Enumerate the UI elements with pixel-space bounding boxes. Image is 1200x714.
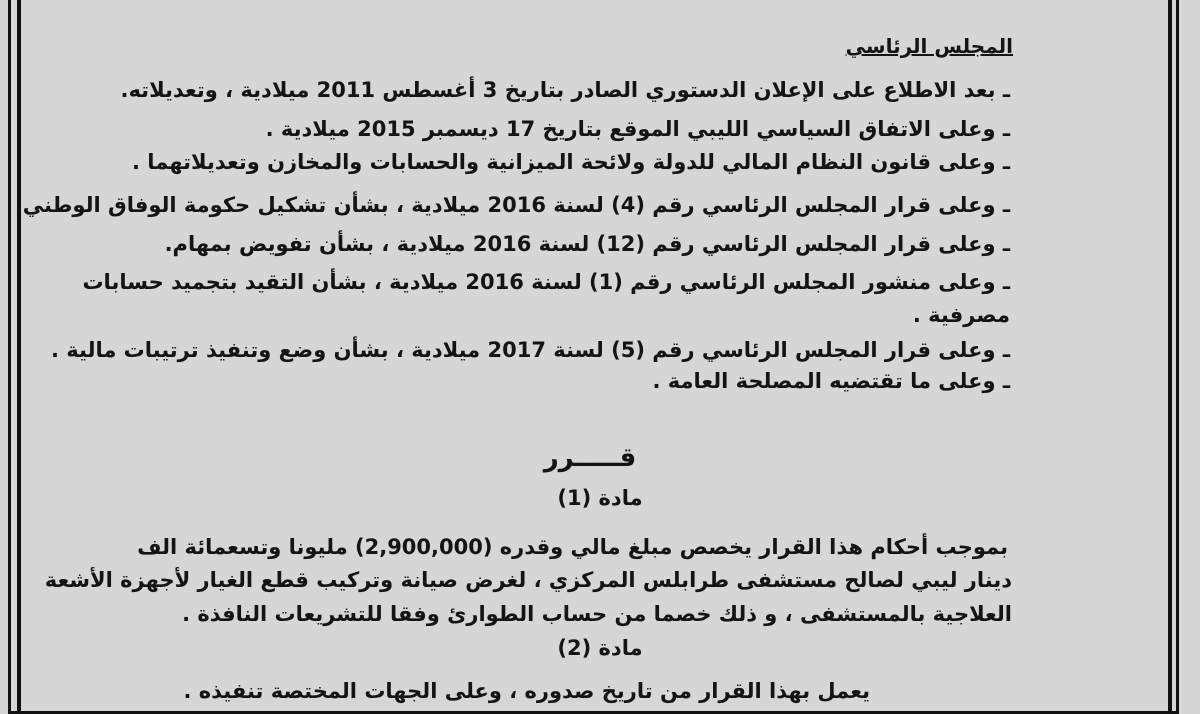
- preamble-line: ـ وعلى قرار المجلس الرئاسي رقم (5) لسنة 2017 ميلادية ، بشأن وضع وتنفيذ ترتيبات مالية .: [50, 338, 1010, 362]
- article-2-title: مادة (2): [557, 636, 643, 660]
- preamble-line: ـ وعلى قرار المجلس الرئاسي رقم (12) لسنة 2016 ميلادية ، بشأن تفويض بمهام.: [164, 232, 1010, 256]
- preamble-line: ـ بعد الاطلاع على الإعلان الدستوري الصادر بتاريخ 3 أغسطس 2011 ميلادية ، وتعديلاته.: [120, 78, 1010, 102]
- article-1-line: العلاجية بالمستشفى ، و ذلك خصما من حساب الطوارئ وفقا للتشريعات النافذة .: [182, 602, 1012, 626]
- article-2-line: يعمل بهذا القرار من تاريخ صدوره ، وعلى الجهات المختصة تنفيذه .: [183, 679, 870, 703]
- decision-title: قـــــرر: [543, 443, 637, 473]
- council-heading: المجلس الرئاسي: [845, 34, 1013, 58]
- preamble-line: ـ وعلى قرار المجلس الرئاسي رقم (4) لسنة 2016 ميلادية ، بشأن تشكيل حكومة الوفاق الوطني.: [14, 193, 1010, 217]
- article-1-line: دينار ليبي لصالح مستشفى طرابلس المركزي ، لغرض صيانة وتركيب قطع الغيار لأجهزة الأشعة: [44, 568, 1012, 592]
- article-1-title: مادة (1): [557, 486, 643, 510]
- preamble-line: ـ وعلى ما تقتضيه المصلحة العامة .: [652, 369, 1010, 393]
- preamble-line: ـ وعلى منشور المجلس الرئاسي رقم (1) لسنة 2016 ميلادية ، بشأن التقيد بتجميد حسابات: [82, 270, 1010, 294]
- preamble-line: ـ وعلى قانون النظام المالي للدولة ولائحة الميزانية والحسابات والمخازن وتعديلاتهما .: [132, 150, 1010, 174]
- preamble-line: مصرفية .: [912, 303, 1010, 327]
- article-1-line: بموجب أحكام هذا القرار يخصص مبلغ مالي وقدره (2,900,000) مليونا وتسعمائة الف: [137, 535, 1008, 559]
- preamble-line: ـ وعلى الاتفاق السياسي الليبي الموقع بتاريخ 17 ديسمبر 2015 ميلادية .: [265, 117, 1010, 141]
